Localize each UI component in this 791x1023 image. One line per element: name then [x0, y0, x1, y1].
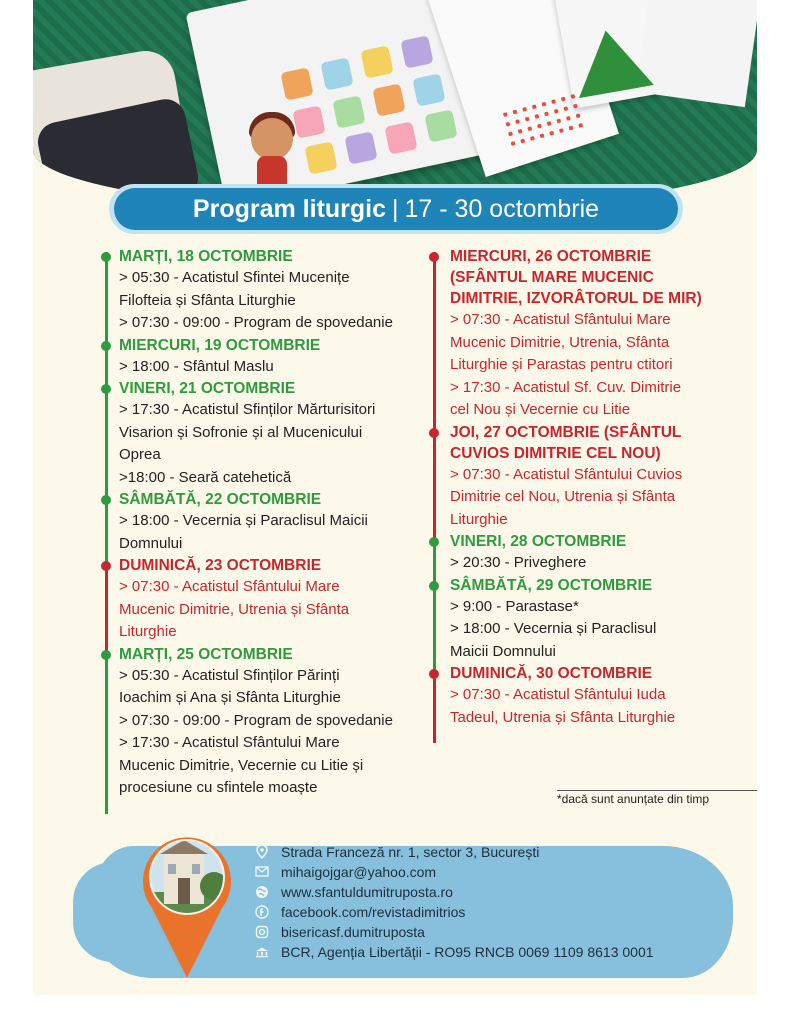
schedule-entry	[450, 663, 753, 729]
schedule-right-column	[433, 246, 753, 729]
footnote: *dacă sunt anunțate din timp	[557, 792, 710, 806]
schedule-entry	[450, 246, 753, 422]
entry-line: Liturghie	[119, 623, 177, 640]
entry-line: > 05:30 - Acatistul Sfintei Mucenițe	[119, 269, 350, 286]
location-pin-icon	[255, 845, 269, 859]
entry-line: Maicii Domnului	[450, 642, 556, 660]
schedule-entry	[119, 335, 425, 379]
flyer-sheet	[33, 0, 757, 995]
entry-line: > 07:30 - Acatistul Sfântului Cuvios	[450, 465, 683, 483]
entry-line: > 07:30 - 09:00 - Program de spovedanie	[119, 314, 393, 331]
entry-line: > 20:30 - Priveghere	[450, 554, 587, 571]
schedule-entry	[450, 575, 753, 664]
contact-row	[255, 862, 654, 881]
entry-line: Mucenic Dimitrie, Utrenia și Sfânta	[119, 600, 350, 618]
timeline-dot	[101, 650, 111, 660]
entry-line: > 17:30 - Acatistul Sfântului Mare	[119, 734, 340, 751]
entry-date: DIMITRIE, IZVORÂTORUL DE MIR)	[450, 290, 702, 307]
entry-date: VINERI, 21 OCTOMBRIE	[119, 380, 296, 397]
title-separator: |	[392, 194, 399, 223]
entry-line: > 9:00 - Parastase*	[450, 597, 579, 615]
entry-line: > 18:00 - Sfântul Maslu	[119, 357, 274, 375]
entry-date: (SFÂNTUL MARE MUCENIC	[450, 269, 654, 286]
schedule-entry	[450, 422, 753, 532]
entry-line: > 07:30 - 09:00 - Program de spovedanie	[119, 711, 393, 729]
timeline-dot	[101, 495, 111, 505]
entry-line: > 18:00 - Vecernia și Paraclisul Maicii	[119, 512, 368, 529]
contact-text: BCR, Agenția Libertății - RO95 RNCB 0069 1109 8613 0001	[281, 944, 654, 961]
schedule-entry	[450, 531, 753, 575]
instagram-icon	[255, 925, 269, 939]
timeline-dot	[101, 252, 111, 262]
entry-date: MIERCURI, 26 OCTOMBRIE	[450, 248, 652, 265]
entry-line: Liturghie	[450, 510, 508, 528]
entry-line: > 17:30 - Acatistul Sfinților Mărturisitori	[119, 401, 376, 418]
entry-date: MIERCURI, 19 OCTOMBRIE	[119, 336, 321, 354]
entry-line: Liturghie și Parastas pentru ctitori	[450, 356, 673, 373]
contact-text: www.sfantuldumitruposta.ro	[281, 883, 453, 900]
contact-row	[255, 943, 654, 962]
entry-date: CUVIOS DIMITRIE CEL NOU)	[450, 444, 661, 462]
entry-line: procesiune cu sfintele moaște	[119, 779, 318, 796]
entry-line: Filofteia și Sfânta Liturghie	[119, 291, 296, 309]
schedule-entry	[119, 644, 425, 800]
timeline-dot	[101, 561, 111, 571]
entry-line: > 17:30 - Acatistul Sf. Cuv. Dimitrie	[450, 378, 682, 396]
entry-line: Dimitrie cel Nou, Utrenia și Sfânta	[450, 488, 676, 505]
timeline-dot	[429, 252, 439, 262]
entry-line: >18:00 - Seară catehetică	[119, 468, 292, 486]
entry-line: Visarion și Sofronie și al Mucenicului	[119, 423, 363, 441]
schedule-entry	[119, 489, 425, 555]
entry-date: DUMINICĂ, 30 OCTOMBRIE	[450, 665, 653, 682]
contact-row	[255, 923, 654, 942]
entry-date: DUMINICĂ, 23 OCTOMBRIE	[119, 557, 322, 574]
contact-text: mihaigojgar@yahoo.com	[281, 863, 437, 880]
timeline-dot	[101, 341, 111, 351]
entry-line: Domnului	[119, 534, 183, 552]
footnote-divider	[557, 790, 757, 791]
entry-date: VINERI, 28 OCTOMBRIE	[450, 533, 627, 550]
timeline-segment	[433, 581, 436, 672]
timeline-dot	[429, 581, 439, 591]
entry-line: Mucenic Dimitrie, Vecernie cu Litie și	[119, 756, 364, 774]
entry-date: JOI, 27 OCTOMBRIE (SFÂNTUL	[450, 423, 682, 441]
entry-line: cel Nou și Vecernie cu Litie	[450, 401, 631, 418]
entry-line: > 07:30 - Acatistul Sfântului Iuda	[450, 686, 666, 703]
contact-row	[255, 842, 654, 861]
contact-row	[255, 882, 654, 901]
timeline-dot	[429, 669, 439, 679]
timeline-segment	[433, 428, 436, 540]
church-photo-pin	[140, 830, 234, 980]
entry-line: Mucenic Dimitrie, Utrenia, Sfânta	[450, 333, 670, 351]
contact-text: Strada Franceză nr. 1, sector 3, București	[281, 843, 540, 860]
contact-text: bisericasf.dumitruposta	[281, 924, 425, 941]
facebook-icon	[255, 905, 269, 919]
contact-list	[255, 842, 654, 963]
schedule-entry	[119, 555, 425, 644]
entry-line: > 07:30 - Acatistul Sfântului Mare	[119, 578, 340, 595]
timeline-segment	[433, 669, 436, 743]
timeline-segment	[105, 561, 108, 652]
entry-date: MARȚI, 18 OCTOMBRIE	[119, 248, 293, 265]
envelope-icon	[255, 865, 269, 879]
timeline-dot	[429, 428, 439, 438]
globe-icon	[255, 885, 269, 899]
title-banner	[114, 188, 678, 230]
entry-line: Tadeul, Utrenia și Sfânta Liturghie	[450, 708, 676, 726]
schedule-entry	[119, 246, 425, 335]
contact-text: facebook.com/revistadimitrios	[281, 904, 466, 921]
contact-row	[255, 903, 654, 922]
entry-line: > 07:30 - Acatistul Sfântului Mare	[450, 311, 671, 328]
header-photo	[33, 0, 757, 210]
bank-card-icon	[255, 945, 269, 959]
entry-line: > 05:30 - Acatistul Sfinților Părinți	[119, 666, 340, 684]
entry-date: MARȚI, 25 OCTOMBRIE	[119, 645, 293, 663]
entry-line: Oprea	[119, 446, 161, 463]
entry-date: SÂMBĂTĂ, 22 OCTOMBRIE	[119, 491, 322, 508]
schedule-left-column	[105, 246, 425, 800]
timeline-segment	[433, 252, 436, 430]
timeline-dot	[429, 537, 439, 547]
timeline-segment	[105, 495, 108, 563]
entry-line: Ioachim și Ana și Sfânta Liturghie	[119, 689, 341, 706]
entry-line: > 18:00 - Vecernia și Paraclisul	[450, 620, 657, 637]
entry-date: SÂMBĂTĂ, 29 OCTOMBRIE	[450, 576, 653, 594]
timeline-dot	[101, 384, 111, 394]
title-text: Program liturgic	[192, 194, 387, 223]
timeline-segment	[105, 252, 108, 343]
timeline-segment	[105, 650, 108, 814]
timeline-segment	[105, 384, 108, 497]
schedule-entry	[119, 378, 425, 489]
title-period: 17 - 30 octombrie	[404, 194, 600, 223]
